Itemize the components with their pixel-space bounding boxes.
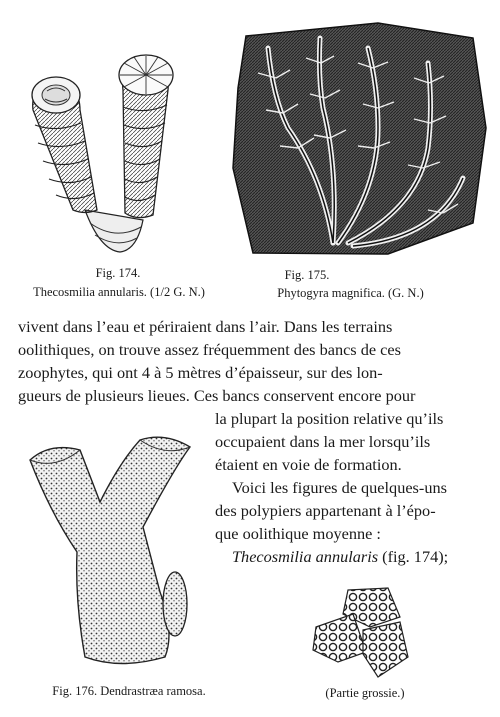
text-line-2: oolithiques, on trouve assez fréquemment des bancs de ces <box>18 340 401 359</box>
figure-reference: (fig. 174); <box>378 547 449 566</box>
phytogyra-illustration <box>228 18 493 258</box>
fig176-caption: Fig. 176. Dendrastræa ramosa. <box>52 684 206 698</box>
text-line-11 <box>232 546 448 569</box>
species-name: Thecosmilia annularis <box>232 547 379 566</box>
detail-enlarged-illustration <box>308 582 413 687</box>
text-line-5: la plupart la position relative qu’ils <box>215 409 444 428</box>
text-line-8: Voici les figures de quelques-uns <box>232 478 447 497</box>
text-line-6: occupaient dans la mer lorsqu’ils <box>215 432 431 451</box>
fig175-number: Fig. 175. <box>284 268 330 282</box>
fig174-number: Fig. 174. <box>95 266 141 280</box>
text-line-3: zoophytes, qui ont 4 à 5 mètres d’épaisseur, sur des lon- <box>18 363 383 382</box>
text-line-10: que oolithique moyenne : <box>215 524 381 543</box>
text-line-4: gueurs de plusieurs lieues. Ces bancs conservent encore pour <box>18 386 416 405</box>
text-line-1: vivent dans l’eau et périraient dans l’air. Dans les terrains <box>18 317 393 336</box>
text-line-7: étaient en voie de formation. <box>215 455 402 474</box>
detail-caption: (Partie grossie.) <box>325 686 405 700</box>
dendrastraea-illustration <box>25 432 195 672</box>
text-line-9: des polypiers appartenant à l’épo- <box>215 501 436 520</box>
fig175-caption: Phytogyra magnifica. (G. N.) <box>277 286 424 300</box>
thecosmilia-illustration <box>25 45 190 260</box>
fig174-caption: Thecosmilia annularis. (1/2 G. N.) <box>33 285 205 299</box>
